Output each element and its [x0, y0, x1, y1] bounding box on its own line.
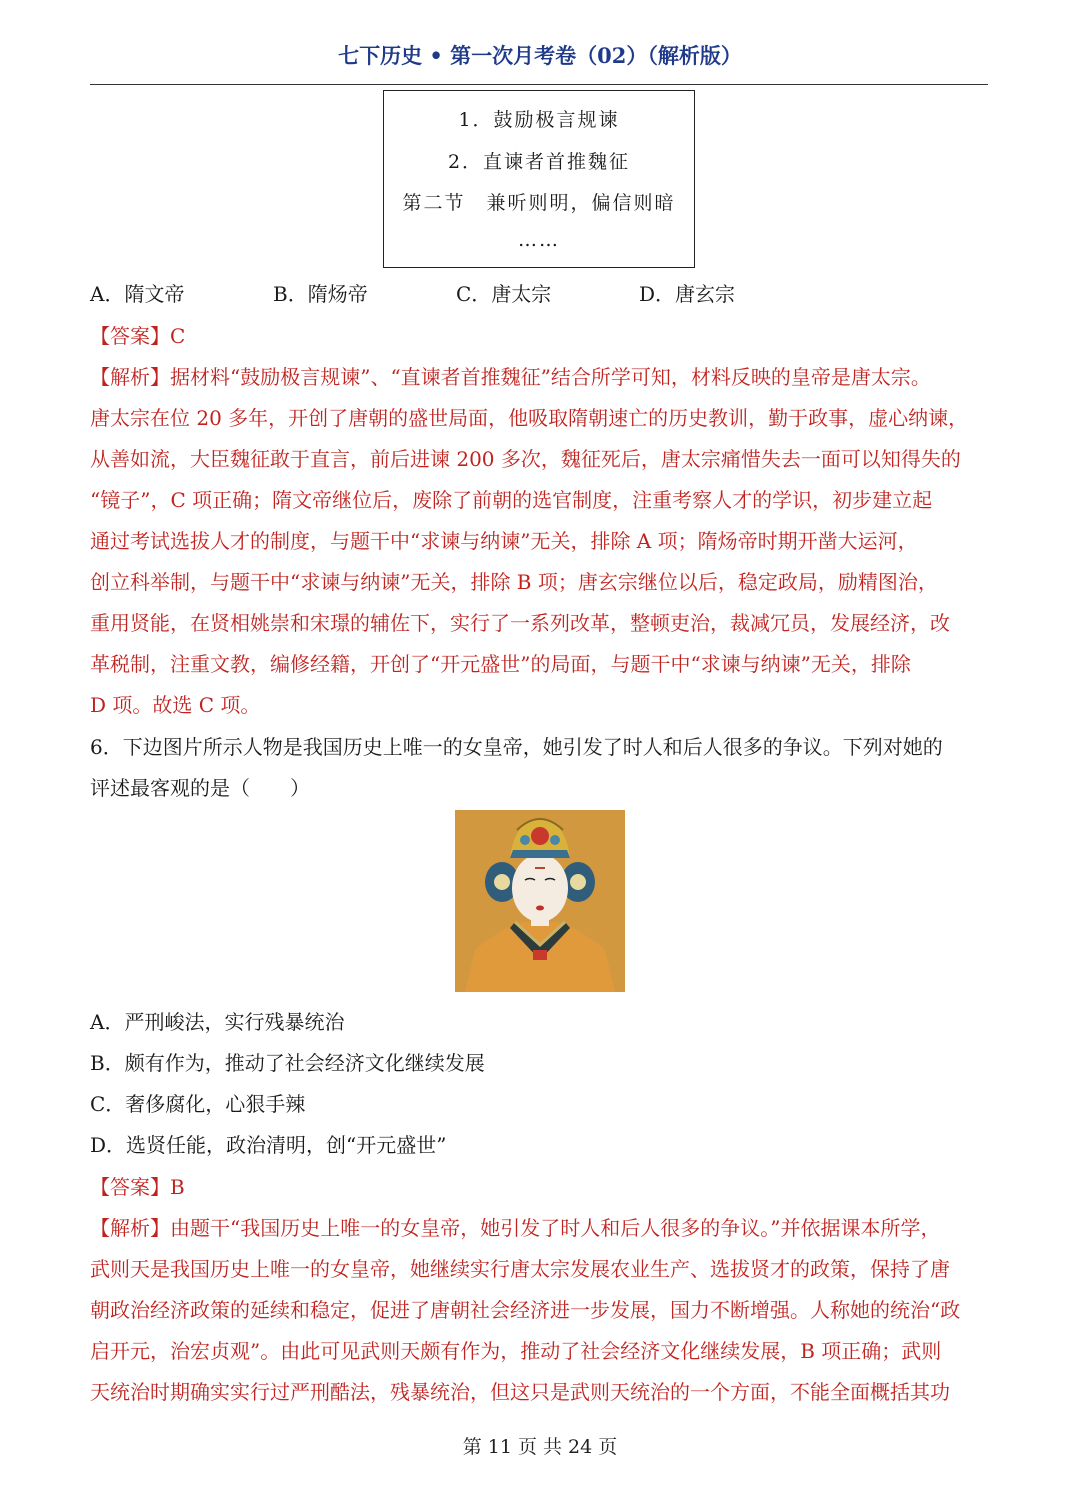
q6-question-line: 6．下边图片所示人物是我国历史上唯一的女皇帝，她引发了时人和后人很多的争议。下列对她的	[90, 735, 943, 759]
outline-item: ……	[518, 229, 560, 251]
q6-option-a: A．严刑峻法，实行残暴统治	[90, 1010, 345, 1034]
q5-analysis-line: “镜子”，C 项正确；隋文帝继位后，废除了前朝的选官制度，注重考察人才的学识，初步建立起	[90, 488, 933, 512]
q5-analysis-line: 从善如流，大臣魏征敢于直言，前后进谏 200 多次，魏征死后，唐太宗痛惜失去一面可以知得失的	[90, 447, 961, 471]
q6-option-c: C．奢侈腐化，心狠手辣	[90, 1092, 306, 1116]
empress-portrait-image	[455, 810, 625, 992]
outline-box	[383, 90, 695, 268]
q6-analysis-line: 天统治时期确实实行过严刑酷法，残暴统治，但这只是武则天统治的一个方面，不能全面概括其功	[90, 1380, 950, 1404]
q5-option-b: B．隋炀帝	[273, 282, 368, 306]
q5-option-c: C．唐太宗	[456, 282, 552, 306]
q6-option-b: B．颇有作为，推动了社会经济文化继续发展	[90, 1051, 485, 1075]
q5-analysis-line: 重用贤能，在贤相姚崇和宋璟的辅佐下，实行了一系列改革，整顿吏治，裁减冗员，发展经济，改	[90, 611, 950, 635]
q6-question-line: 评述最客观的是（ ）	[90, 776, 310, 800]
page-number: 第 11 页 共 24 页	[462, 1436, 618, 1458]
q6-analysis-line: 朝政治经济政策的延续和稳定，促进了唐朝社会经济进一步发展，国力不断增强。人称她的统治“政	[90, 1298, 961, 1322]
header-divider	[90, 84, 988, 85]
outline-item: 第二节 兼听则明，偏信则暗	[402, 192, 676, 214]
q5-option-d: D．唐玄宗	[639, 282, 736, 306]
q5-analysis-line: 创立科举制，与题干中“求谏与纳谏”无关，排除 B 项；唐玄宗继位以后，稳定政局，励精图治，	[90, 570, 938, 594]
q5-option-a: A．隋文帝	[90, 282, 185, 306]
q5-analysis-line: 唐太宗在位 20 多年，开创了唐朝的盛世局面，他吸取隋朝速亡的历史教训，勤于政事，虚心纳谏，	[90, 406, 969, 430]
q5-answer-tag: 【答案】C	[90, 324, 186, 348]
q5-analysis-line: 通过考试选拔人才的制度，与题干中“求谏与纳谏”无关，排除 A 项；隋炀帝时期开凿大运河，	[90, 529, 918, 553]
document-header-title: 七下历史 • 第一次月考卷（02）（解析版）	[338, 43, 742, 68]
q6-answer-tag: 【答案】B	[90, 1175, 185, 1199]
q5-analysis-line: D 项。故选 C 项。	[90, 693, 261, 717]
q6-option-d: D．选贤任能，政治清明，创“开元盛世”	[90, 1133, 447, 1157]
outline-item: 1．鼓励极言规谏	[458, 109, 620, 131]
q5-analysis-line: 【解析】据材料“鼓励极言规谏”、“直谏者首推魏征”结合所学可知，材料反映的皇帝是唐太宗。	[90, 365, 931, 389]
q6-analysis-line: 武则天是我国历史上唯一的女皇帝，她继续实行唐太宗发展农业生产、选拔贤才的政策，保持了唐	[90, 1257, 950, 1281]
q6-analysis-line: 启开元，治宏贞观”。由此可见武则天颇有作为，推动了社会经济文化继续发展，B 项正确；武则	[90, 1339, 942, 1363]
outline-item: 2．直谏者首推魏征	[447, 151, 631, 173]
q5-analysis-line: 革税制，注重文教，编修经籍，开创了“开元盛世”的局面，与题干中“求谏与纳谏”无关，排除	[90, 652, 911, 676]
q6-analysis-line: 【解析】由题干“我国历史上唯一的女皇帝，她引发了时人和后人很多的争议。”并依据课本所学，	[90, 1216, 941, 1240]
